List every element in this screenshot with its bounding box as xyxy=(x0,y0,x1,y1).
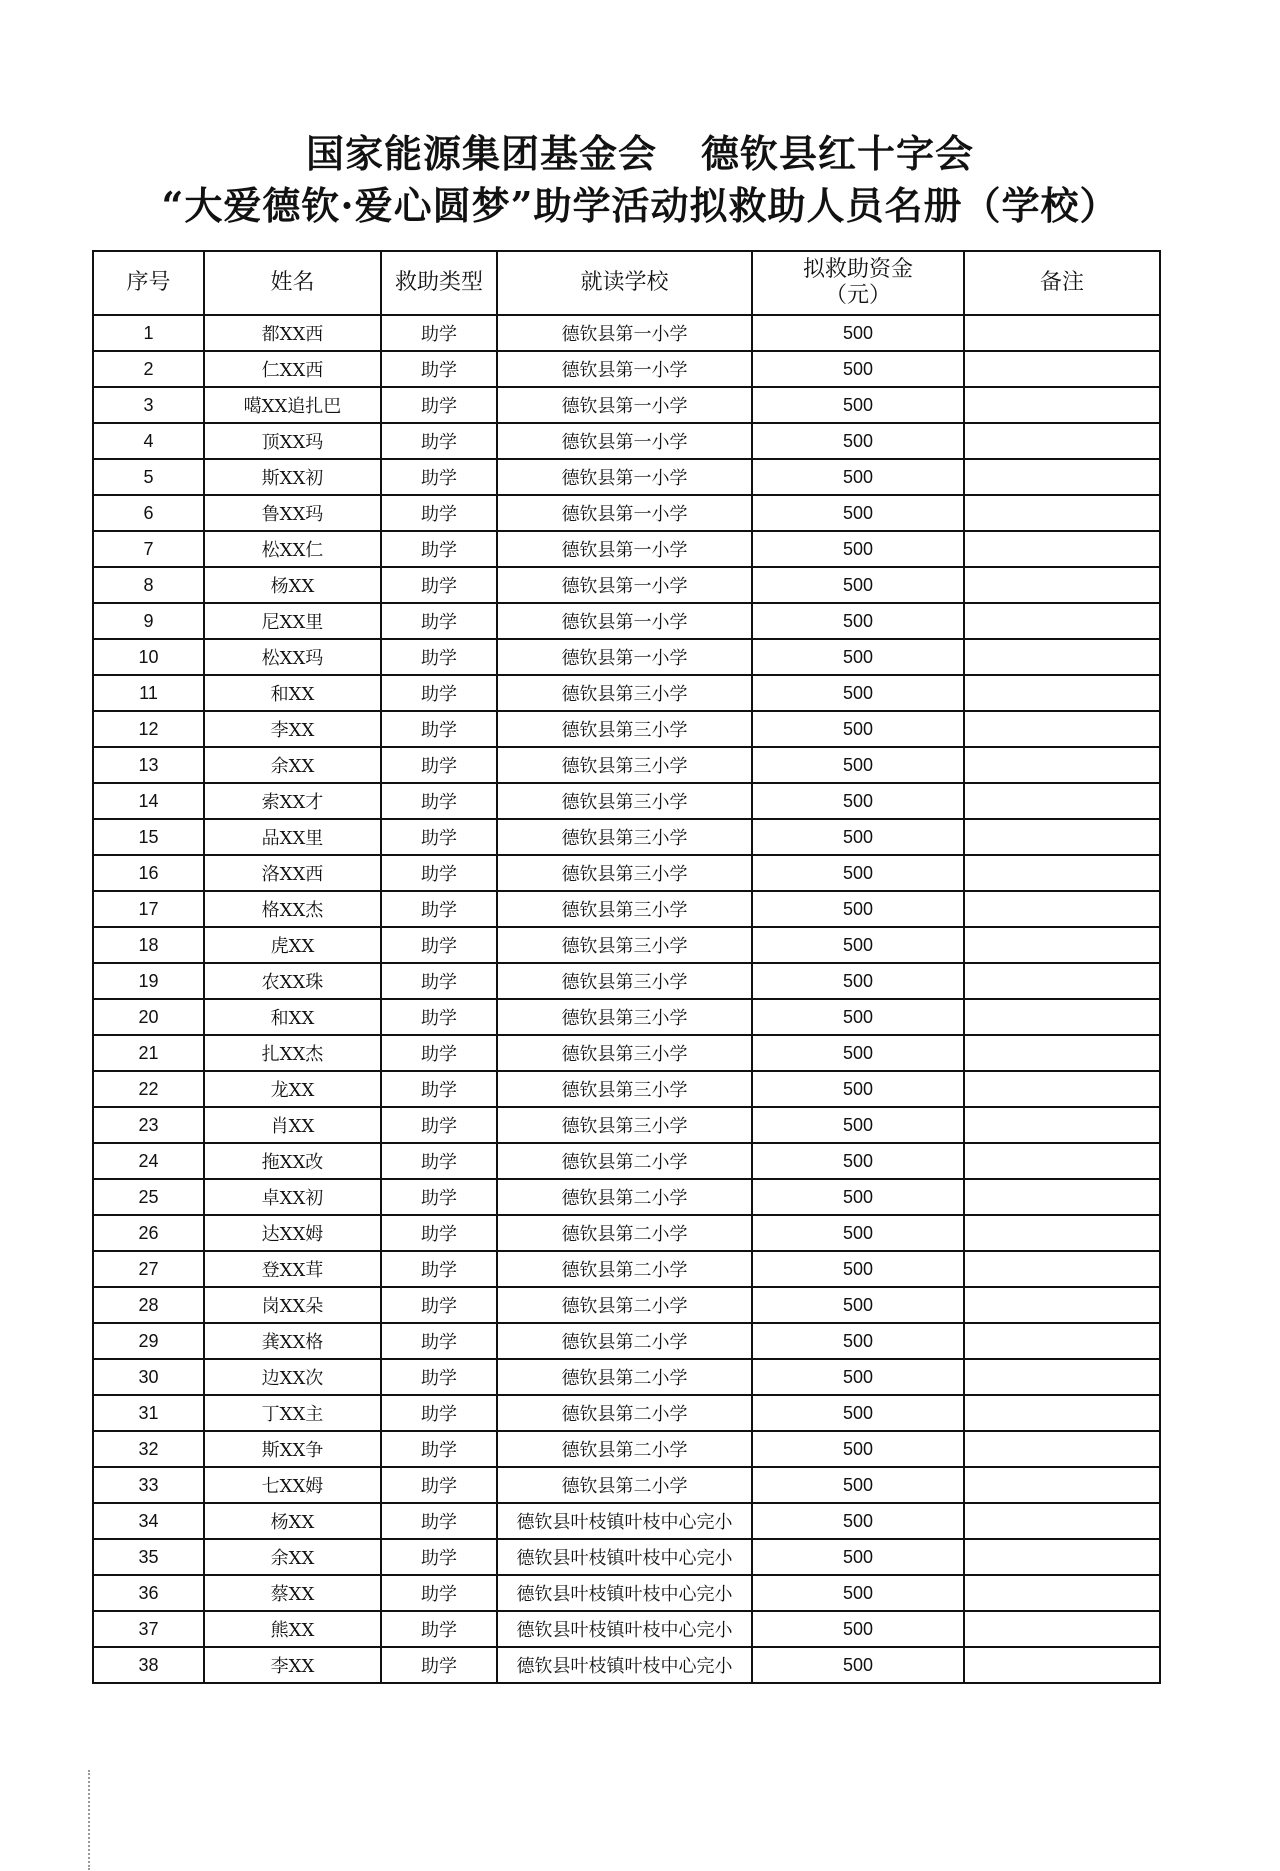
cell-school: 德钦县第一小学 xyxy=(497,459,752,495)
cell-type: 助学 xyxy=(381,1647,497,1683)
cell-type: 助学 xyxy=(381,1323,497,1359)
cell-type: 助学 xyxy=(381,315,497,351)
table-row xyxy=(93,999,1160,1035)
cell-type: 助学 xyxy=(381,927,497,963)
cell-school: 德钦县叶枝镇叶枝中心完小 xyxy=(497,1503,752,1539)
cell-school: 德钦县叶枝镇叶枝中心完小 xyxy=(497,1647,752,1683)
header-amount-unit: （元） xyxy=(824,283,891,308)
cell-no: 6 xyxy=(93,495,204,531)
cell-no: 21 xyxy=(93,1035,204,1071)
cell-amount: 500 xyxy=(752,1647,964,1683)
table-row xyxy=(93,891,1160,927)
table-row xyxy=(93,747,1160,783)
cell-amount: 500 xyxy=(752,999,964,1035)
table-row xyxy=(93,1035,1160,1071)
title-line-2: “大爱德钦·爱心圆梦”助学活动拟救助人员名册（学校） xyxy=(161,183,1119,228)
cell-name: 品XX里 xyxy=(204,819,381,855)
cell-type: 助学 xyxy=(381,963,497,999)
table-row xyxy=(93,1575,1160,1611)
cell-note xyxy=(964,1179,1160,1215)
cell-school: 德钦县第一小学 xyxy=(497,423,752,459)
cell-type: 助学 xyxy=(381,747,497,783)
cell-note xyxy=(964,999,1160,1035)
cell-amount: 500 xyxy=(752,1143,964,1179)
table-row xyxy=(93,675,1160,711)
cell-school: 德钦县第二小学 xyxy=(497,1467,752,1503)
cell-note xyxy=(964,1071,1160,1107)
table-row xyxy=(93,531,1160,567)
cell-no: 34 xyxy=(93,1503,204,1539)
cell-name: 和XX xyxy=(204,999,381,1035)
cell-note xyxy=(964,927,1160,963)
cell-amount: 500 xyxy=(752,1503,964,1539)
cell-amount: 500 xyxy=(752,1107,964,1143)
cell-no: 25 xyxy=(93,1179,204,1215)
cell-type: 助学 xyxy=(381,1071,497,1107)
cell-no: 35 xyxy=(93,1539,204,1575)
cell-note xyxy=(964,1107,1160,1143)
table-row xyxy=(93,1287,1160,1323)
cell-school: 德钦县第二小学 xyxy=(497,1431,752,1467)
cell-no: 8 xyxy=(93,567,204,603)
table-row xyxy=(93,1179,1160,1215)
header-note: 备注 xyxy=(964,251,1160,315)
cell-amount: 500 xyxy=(752,1323,964,1359)
cell-no: 29 xyxy=(93,1323,204,1359)
cell-amount: 500 xyxy=(752,675,964,711)
cell-type: 助学 xyxy=(381,855,497,891)
cell-school: 德钦县第三小学 xyxy=(497,855,752,891)
table-row xyxy=(93,459,1160,495)
cell-note xyxy=(964,891,1160,927)
cell-note xyxy=(964,459,1160,495)
cell-no: 22 xyxy=(93,1071,204,1107)
cell-no: 26 xyxy=(93,1215,204,1251)
cell-note xyxy=(964,1611,1160,1647)
table-row xyxy=(93,567,1160,603)
cell-note xyxy=(964,1503,1160,1539)
cell-type: 助学 xyxy=(381,999,497,1035)
cell-note xyxy=(964,495,1160,531)
cell-name: 鲁XX玛 xyxy=(204,495,381,531)
cell-school: 德钦县第一小学 xyxy=(497,603,752,639)
table-row xyxy=(93,603,1160,639)
cell-amount: 500 xyxy=(752,855,964,891)
cell-name: 肖XX xyxy=(204,1107,381,1143)
cell-amount: 500 xyxy=(752,459,964,495)
cell-amount: 500 xyxy=(752,891,964,927)
cell-note xyxy=(964,1035,1160,1071)
cell-note xyxy=(964,567,1160,603)
cell-type: 助学 xyxy=(381,1215,497,1251)
cell-amount: 500 xyxy=(752,1611,964,1647)
table-header xyxy=(93,251,1160,315)
cell-type: 助学 xyxy=(381,603,497,639)
cell-name: 李XX xyxy=(204,1647,381,1683)
cell-no: 32 xyxy=(93,1431,204,1467)
cell-school: 德钦县第二小学 xyxy=(497,1323,752,1359)
cell-note xyxy=(964,1467,1160,1503)
cell-type: 助学 xyxy=(381,423,497,459)
cell-name: 洛XX西 xyxy=(204,855,381,891)
cell-school: 德钦县叶枝镇叶枝中心完小 xyxy=(497,1539,752,1575)
cell-no: 33 xyxy=(93,1467,204,1503)
cell-type: 助学 xyxy=(381,1179,497,1215)
cell-no: 28 xyxy=(93,1287,204,1323)
table-row xyxy=(93,927,1160,963)
cell-amount: 500 xyxy=(752,351,964,387)
cell-name: 格XX杰 xyxy=(204,891,381,927)
cell-no: 17 xyxy=(93,891,204,927)
cell-no: 9 xyxy=(93,603,204,639)
cell-school: 德钦县第二小学 xyxy=(497,1251,752,1287)
cell-name: 七XX姆 xyxy=(204,1467,381,1503)
document-title xyxy=(0,128,1280,232)
cell-name: 仁XX西 xyxy=(204,351,381,387)
cell-school: 德钦县第三小学 xyxy=(497,711,752,747)
cell-amount: 500 xyxy=(752,783,964,819)
cell-note xyxy=(964,783,1160,819)
cell-school: 德钦县第三小学 xyxy=(497,1071,752,1107)
cell-name: 边XX次 xyxy=(204,1359,381,1395)
cell-note xyxy=(964,747,1160,783)
cell-name: 龚XX格 xyxy=(204,1323,381,1359)
cell-type: 助学 xyxy=(381,891,497,927)
cell-no: 18 xyxy=(93,927,204,963)
cell-name: 余XX xyxy=(204,1539,381,1575)
cell-name: 扎XX杰 xyxy=(204,1035,381,1071)
cell-note xyxy=(964,1215,1160,1251)
header-school: 就读学校 xyxy=(497,251,752,315)
cell-no: 3 xyxy=(93,387,204,423)
cell-school: 德钦县第三小学 xyxy=(497,963,752,999)
cell-school: 德钦县第三小学 xyxy=(497,819,752,855)
cell-note xyxy=(964,855,1160,891)
cell-name: 松XX玛 xyxy=(204,639,381,675)
cell-note xyxy=(964,963,1160,999)
cell-name: 达XX姆 xyxy=(204,1215,381,1251)
cell-name: 和XX xyxy=(204,675,381,711)
cell-school: 德钦县第二小学 xyxy=(497,1395,752,1431)
cell-note xyxy=(964,423,1160,459)
cell-amount: 500 xyxy=(752,315,964,351)
cell-name: 岗XX朵 xyxy=(204,1287,381,1323)
cell-name: 拖XX改 xyxy=(204,1143,381,1179)
cell-name: 虎XX xyxy=(204,927,381,963)
cell-name: 农XX珠 xyxy=(204,963,381,999)
cell-no: 12 xyxy=(93,711,204,747)
cell-note xyxy=(964,1647,1160,1683)
cell-amount: 500 xyxy=(752,1575,964,1611)
cell-note xyxy=(964,1431,1160,1467)
table-row xyxy=(93,819,1160,855)
cell-no: 1 xyxy=(93,315,204,351)
cell-type: 助学 xyxy=(381,1359,497,1395)
cell-school: 德钦县第一小学 xyxy=(497,639,752,675)
cell-type: 助学 xyxy=(381,1467,497,1503)
cell-school: 德钦县第一小学 xyxy=(497,567,752,603)
cell-amount: 500 xyxy=(752,423,964,459)
cell-amount: 500 xyxy=(752,1215,964,1251)
cell-note xyxy=(964,351,1160,387)
cell-note xyxy=(964,387,1160,423)
cell-type: 助学 xyxy=(381,639,497,675)
table-row xyxy=(93,783,1160,819)
cell-amount: 500 xyxy=(752,1251,964,1287)
cell-amount: 500 xyxy=(752,495,964,531)
table-row xyxy=(93,1611,1160,1647)
cell-amount: 500 xyxy=(752,603,964,639)
cell-name: 噶XX追扎巴 xyxy=(204,387,381,423)
cell-amount: 500 xyxy=(752,747,964,783)
cell-no: 24 xyxy=(93,1143,204,1179)
cell-amount: 500 xyxy=(752,1359,964,1395)
cell-note xyxy=(964,1539,1160,1575)
cell-note xyxy=(964,1575,1160,1611)
cell-no: 5 xyxy=(93,459,204,495)
cell-note xyxy=(964,675,1160,711)
cell-note xyxy=(964,531,1160,567)
cell-type: 助学 xyxy=(381,1287,497,1323)
header-name: 姓名 xyxy=(204,251,381,315)
cell-name: 尼XX里 xyxy=(204,603,381,639)
header-row xyxy=(93,251,1160,315)
cell-no: 2 xyxy=(93,351,204,387)
cell-note xyxy=(964,1323,1160,1359)
table-row xyxy=(93,1071,1160,1107)
cell-no: 37 xyxy=(93,1611,204,1647)
cell-school: 德钦县第三小学 xyxy=(497,747,752,783)
cell-type: 助学 xyxy=(381,1503,497,1539)
table-row xyxy=(93,315,1160,351)
cell-note xyxy=(964,819,1160,855)
cell-amount: 500 xyxy=(752,1467,964,1503)
table-row xyxy=(93,1539,1160,1575)
cell-amount: 500 xyxy=(752,927,964,963)
cell-school: 德钦县第三小学 xyxy=(497,675,752,711)
table-row xyxy=(93,495,1160,531)
cell-name: 龙XX xyxy=(204,1071,381,1107)
cell-no: 7 xyxy=(93,531,204,567)
cell-name: 余XX xyxy=(204,747,381,783)
table-row xyxy=(93,639,1160,675)
cell-name: 杨XX xyxy=(204,1503,381,1539)
cell-no: 19 xyxy=(93,963,204,999)
cell-type: 助学 xyxy=(381,351,497,387)
cell-note xyxy=(964,1251,1160,1287)
cell-school: 德钦县第二小学 xyxy=(497,1287,752,1323)
cell-school: 德钦县第一小学 xyxy=(497,351,752,387)
table-row xyxy=(93,387,1160,423)
cell-type: 助学 xyxy=(381,1431,497,1467)
cell-no: 14 xyxy=(93,783,204,819)
cell-note xyxy=(964,603,1160,639)
cell-note xyxy=(964,1287,1160,1323)
cell-type: 助学 xyxy=(381,819,497,855)
table-row xyxy=(93,1359,1160,1395)
cell-school: 德钦县第三小学 xyxy=(497,1107,752,1143)
cell-type: 助学 xyxy=(381,1539,497,1575)
cell-name: 丁XX主 xyxy=(204,1395,381,1431)
cell-no: 30 xyxy=(93,1359,204,1395)
cell-note xyxy=(964,1143,1160,1179)
cell-amount: 500 xyxy=(752,819,964,855)
cell-amount: 500 xyxy=(752,1035,964,1071)
cell-no: 38 xyxy=(93,1647,204,1683)
cell-school: 德钦县第三小学 xyxy=(497,999,752,1035)
cell-amount: 500 xyxy=(752,1539,964,1575)
margin-dots-decoration xyxy=(88,1770,96,1870)
cell-name: 杨XX xyxy=(204,567,381,603)
cell-type: 助学 xyxy=(381,1611,497,1647)
cell-amount: 500 xyxy=(752,1395,964,1431)
table-row xyxy=(93,1251,1160,1287)
cell-school: 德钦县第二小学 xyxy=(497,1179,752,1215)
cell-name: 松XX仁 xyxy=(204,531,381,567)
cell-school: 德钦县第一小学 xyxy=(497,387,752,423)
cell-amount: 500 xyxy=(752,387,964,423)
table-row xyxy=(93,351,1160,387)
cell-no: 10 xyxy=(93,639,204,675)
table-row xyxy=(93,1215,1160,1251)
cell-note xyxy=(964,315,1160,351)
table-row xyxy=(93,711,1160,747)
cell-type: 助学 xyxy=(381,387,497,423)
cell-name: 斯XX初 xyxy=(204,459,381,495)
cell-school: 德钦县第一小学 xyxy=(497,531,752,567)
table-row xyxy=(93,1143,1160,1179)
table-row xyxy=(93,1467,1160,1503)
title-org-foundation: 国家能源集团基金会 xyxy=(305,131,657,176)
cell-school: 德钦县叶枝镇叶枝中心完小 xyxy=(497,1575,752,1611)
title-line-1 xyxy=(0,128,1280,180)
table-row xyxy=(93,963,1160,999)
cell-type: 助学 xyxy=(381,531,497,567)
cell-type: 助学 xyxy=(381,1251,497,1287)
cell-school: 德钦县第三小学 xyxy=(497,783,752,819)
cell-no: 36 xyxy=(93,1575,204,1611)
cell-type: 助学 xyxy=(381,1035,497,1071)
cell-no: 13 xyxy=(93,747,204,783)
cell-name: 李XX xyxy=(204,711,381,747)
cell-note xyxy=(964,1359,1160,1395)
beneficiary-roster-table xyxy=(92,250,1161,1684)
cell-type: 助学 xyxy=(381,567,497,603)
cell-name: 都XX西 xyxy=(204,315,381,351)
cell-amount: 500 xyxy=(752,711,964,747)
cell-school: 德钦县第三小学 xyxy=(497,1035,752,1071)
cell-name: 斯XX争 xyxy=(204,1431,381,1467)
cell-type: 助学 xyxy=(381,1395,497,1431)
cell-school: 德钦县第二小学 xyxy=(497,1143,752,1179)
cell-type: 助学 xyxy=(381,1143,497,1179)
cell-note xyxy=(964,711,1160,747)
table-row xyxy=(93,1323,1160,1359)
cell-amount: 500 xyxy=(752,1071,964,1107)
cell-school: 德钦县第三小学 xyxy=(497,891,752,927)
cell-school: 德钦县第一小学 xyxy=(497,315,752,351)
cell-note xyxy=(964,1395,1160,1431)
cell-type: 助学 xyxy=(381,1107,497,1143)
cell-amount: 500 xyxy=(752,1431,964,1467)
cell-type: 助学 xyxy=(381,1575,497,1611)
cell-name: 蔡XX xyxy=(204,1575,381,1611)
cell-school: 德钦县第三小学 xyxy=(497,927,752,963)
cell-type: 助学 xyxy=(381,711,497,747)
cell-note xyxy=(964,639,1160,675)
cell-name: 卓XX初 xyxy=(204,1179,381,1215)
cell-school: 德钦县第一小学 xyxy=(497,495,752,531)
cell-type: 助学 xyxy=(381,675,497,711)
header-no: 序号 xyxy=(93,251,204,315)
table-body xyxy=(93,315,1160,1683)
header-amount-label: 拟救助资金 xyxy=(802,257,913,282)
table-row xyxy=(93,1431,1160,1467)
title-org-red-cross: 德钦县红十字会 xyxy=(701,131,975,176)
cell-amount: 500 xyxy=(752,531,964,567)
cell-school: 德钦县第二小学 xyxy=(497,1359,752,1395)
cell-no: 27 xyxy=(93,1251,204,1287)
cell-no: 23 xyxy=(93,1107,204,1143)
cell-name: 熊XX xyxy=(204,1611,381,1647)
cell-no: 4 xyxy=(93,423,204,459)
cell-amount: 500 xyxy=(752,1179,964,1215)
table-row xyxy=(93,855,1160,891)
cell-name: 登XX茸 xyxy=(204,1251,381,1287)
cell-school: 德钦县叶枝镇叶枝中心完小 xyxy=(497,1611,752,1647)
cell-amount: 500 xyxy=(752,567,964,603)
cell-name: 索XX才 xyxy=(204,783,381,819)
cell-no: 20 xyxy=(93,999,204,1035)
cell-no: 16 xyxy=(93,855,204,891)
table-row xyxy=(93,1107,1160,1143)
cell-amount: 500 xyxy=(752,1287,964,1323)
cell-type: 助学 xyxy=(381,459,497,495)
cell-amount: 500 xyxy=(752,963,964,999)
cell-no: 31 xyxy=(93,1395,204,1431)
table-row xyxy=(93,423,1160,459)
cell-amount: 500 xyxy=(752,639,964,675)
header-type: 救助类型 xyxy=(381,251,497,315)
table-row xyxy=(93,1395,1160,1431)
cell-name: 顶XX玛 xyxy=(204,423,381,459)
header-amount xyxy=(752,251,964,315)
cell-no: 11 xyxy=(93,675,204,711)
cell-no: 15 xyxy=(93,819,204,855)
cell-type: 助学 xyxy=(381,783,497,819)
table-row xyxy=(93,1503,1160,1539)
cell-school: 德钦县第二小学 xyxy=(497,1215,752,1251)
cell-type: 助学 xyxy=(381,495,497,531)
table-row xyxy=(93,1647,1160,1683)
